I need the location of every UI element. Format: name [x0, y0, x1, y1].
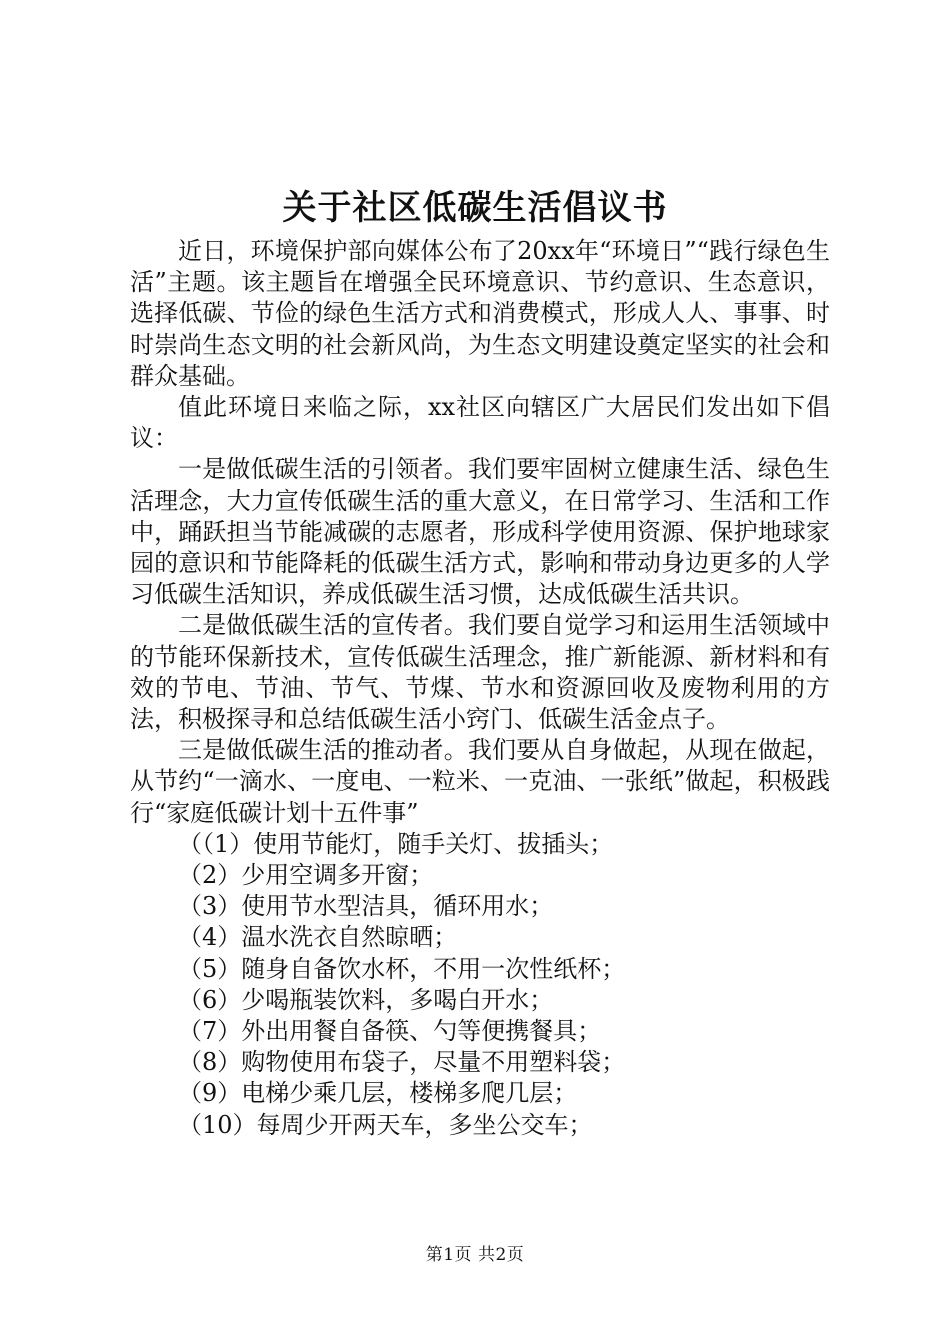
list-item: （7）外出用餐自备筷、勺等便携餐具；: [178, 1017, 602, 1046]
paragraph-leader: 一是做低碳生活的引领者。我们要牢固树立健康生活、绿色生活理念，大力宣传低碳生活的重大意义，在日常学习、生活和工作中，踊跃担当节能减碳的志愿者，形成科学使用资源、保护地球家园的意识和节能降耗的低碳生活方式，影响和带动身边更多的人学习低碳生活知识，养成低碳生活习惯，达成低碳生活共识。: [130, 455, 830, 609]
action-list: [130, 829, 830, 1141]
list-item: （3）使用节水型洁具，循环用水；: [178, 892, 554, 921]
list-item: （6）少喝瓶装饮料，多喝白开水；: [178, 985, 554, 1014]
list-item: （8）购物使用布袋子，尽量不用塑料袋；: [178, 1048, 626, 1077]
paragraph-proposal: 值此环境日来临之际，xx社区向辖区广大居民们发出如下倡议：: [130, 393, 830, 453]
paragraph-intro: 近日，环境保护部向媒体公布了20xx年“环境日”“践行绿色生活”主题。该主题旨在增强全民环境意识、节约意识、生态意识，选择低碳、节俭的绿色生活方式和消费模式，形成人人、事事、时时崇尚生态文明的社会新风尚，为生态文明建设奠定坚实的社会和群众基础。: [130, 237, 830, 390]
paragraph-promoter: 二是做低碳生活的宣传者。我们要自觉学习和运用生活领域中的节能环保新技术，宣传低碳生活理念，推广新能源、新材料和有效的节电、节油、节气、节煤、节水和资源回收及废物利用的方法，积极探寻和总结低碳生活小窍门、低碳生活金点子。: [130, 611, 830, 734]
list-item: （（1）使用节能灯，随手关灯、拔插头；: [178, 829, 614, 858]
page-footer: 第1页 共2页: [425, 1245, 525, 1265]
document-body: [130, 236, 830, 1141]
list-item: （5）随身自备饮水杯，不用一次性纸杯；: [178, 954, 626, 983]
list-item: （4）温水洗衣自然晾晒；: [178, 923, 458, 952]
document-title: 关于社区低碳生活倡议书: [282, 188, 668, 228]
list-item: （9）电梯少乘几层，楼梯多爬几层；: [178, 1079, 578, 1108]
paragraph-driver: 三是做低碳生活的推动者。我们要从自身做起，从现在做起，从节约“一滴水、一度电、一粒米、一克油、一张纸”做起，积极践行“家庭低碳计划十五件事”: [130, 736, 830, 827]
list-item: （10）每周少开两天车，多坐公交车；: [178, 1110, 593, 1139]
list-item: （2）少用空调多开窗；: [178, 861, 434, 890]
